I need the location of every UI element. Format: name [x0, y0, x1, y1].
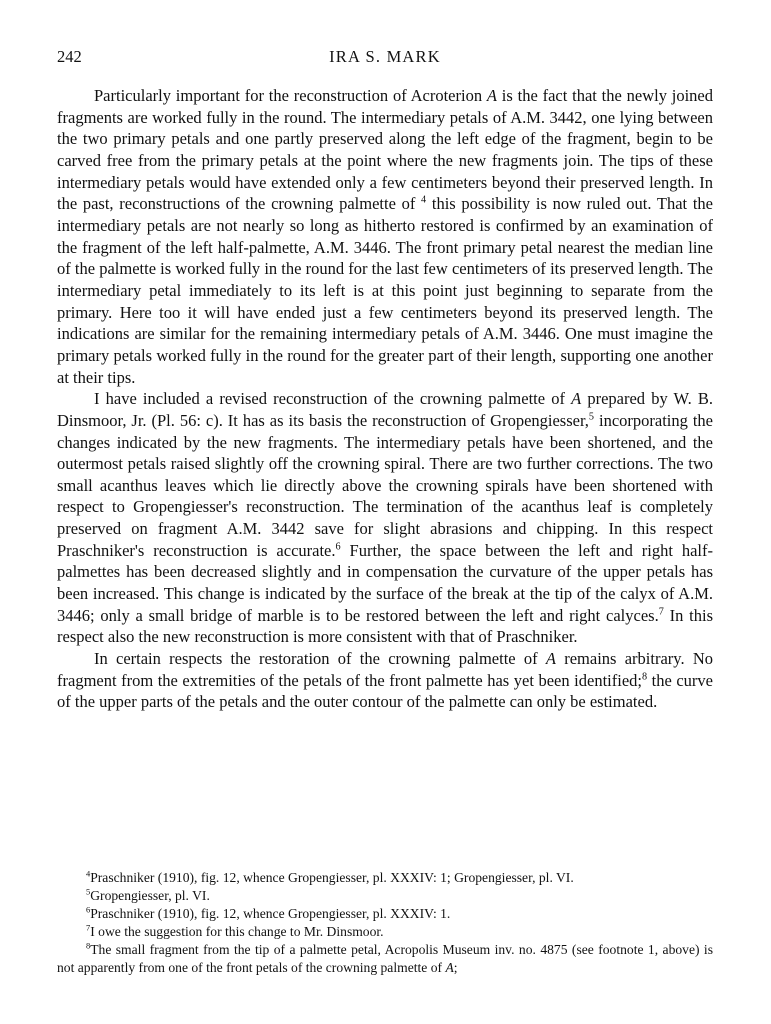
footnote-ref-5: 5 [588, 411, 595, 423]
footnote-5: $^5$Gropengiesser, pl. VI. [86, 886, 210, 903]
footnotes [57, 869, 713, 977]
footnote-7: $^7$I owe the suggestion for this change to Mr. Dinsmoor. [86, 922, 384, 939]
page-header [57, 47, 713, 69]
footnote-ref-8: 8 [641, 671, 648, 683]
running-title: IRA S. MARK [329, 47, 441, 66]
footnote-ref-7: 7 [658, 606, 664, 618]
body-text [57, 85, 713, 713]
footnote-8: $^8$The small fragment from the tip of a palmette petal, Acropolis Museum inv. no. 4875 (see footnote 1, above) is not apparently from one of the front petals of the crowning palmette of A; [57, 940, 713, 975]
page-number: 242 [57, 47, 82, 66]
footnote-ref-6: 6 [335, 541, 341, 553]
footnote-6: $^6$Praschniker (1910), fig. 12, whence Gropengiesser, pl. XXXIV: 1. [86, 904, 451, 921]
paragraph-2: I have included a revised reconstruction of the crowning palmette of A prepared by W. B. Dinsmoor, Jr. (Pl. 56: c). It has as its basis the reconstruction of Gropengiesser,$^5$ incorporating the changes indicated by the new fragments. The intermediary petals have been shortened, and the outermost petals raised slightly off the crowning spiral. There are two further corrections. The two small acanthus leaves which lie directly above the crowning spirals have been shortened with respect to Gropengiesser's reconstruction. The termination of the acanthus leaf is completely preserved on fragment A.M. 3442 save for slight abrasions and chipping. In this respect Praschniker's reconstruction is accurate.$^6$ Further, the space between the left and right half-palmettes has been decreased slightly and in compensation the curvature of the upper petals has been increased. This change is indicated by the surface of the break at the tip of the calyx of A.M. 3446; only a small bridge of marble is to be restored between the left and right calyces.$^7$ In this respect also the new reconstruction is more consistent with that of Praschniker. [57, 389, 713, 647]
footnote-4: $^4$Praschniker (1910), fig. 12, whence Gropengiesser, pl. XXXIV: 1; Gropengiesser, pl. VI. [86, 868, 574, 885]
paragraph-3: In certain respects the restoration of the crowning palmette of A remains arbitrary. No fragment from the extremities of the petals of the front palmette has yet been identified;$^8$ the curve of the upper parts of the petals and the outer contour of the palmette can only be estimated. [57, 649, 714, 712]
paragraph-1: Particularly important for the reconstruction of Acroterion A is the fact that the newly joined fragments are worked fully in the round. The intermediary petals of A.M. 3442, one lying between the two primary petals and one partly preserved along the left edge of the fragment, begin to be carved free from the primary petals at the point where the new fragments join. The tips of these intermediary petals would have extended only a few centimeters beyond their preserved length. In the past, reconstructions of the crowning palmette of $^4$ this possibility is now ruled out. That the intermediary petals are not nearly so long as hitherto restored is confirmed by an examination of the fragment of the left half-palmette, A.M. 3446. The front primary petal nearest the median line of the palmette is worked fully in the round for the last few centimeters of its preserved length. The intermediary petal immediately to its left is at this point just beginning to separate from the primary. Here too it will have ended just a few centimeters beyond its preserved length. The indications are similar for the remaining intermediary petals of A.M. 3446. One must imagine the primary petals worked fully in the round for the greater part of their length, supporting one another at their tips. [57, 86, 714, 387]
footnote-ref-4: 4 [421, 194, 427, 206]
